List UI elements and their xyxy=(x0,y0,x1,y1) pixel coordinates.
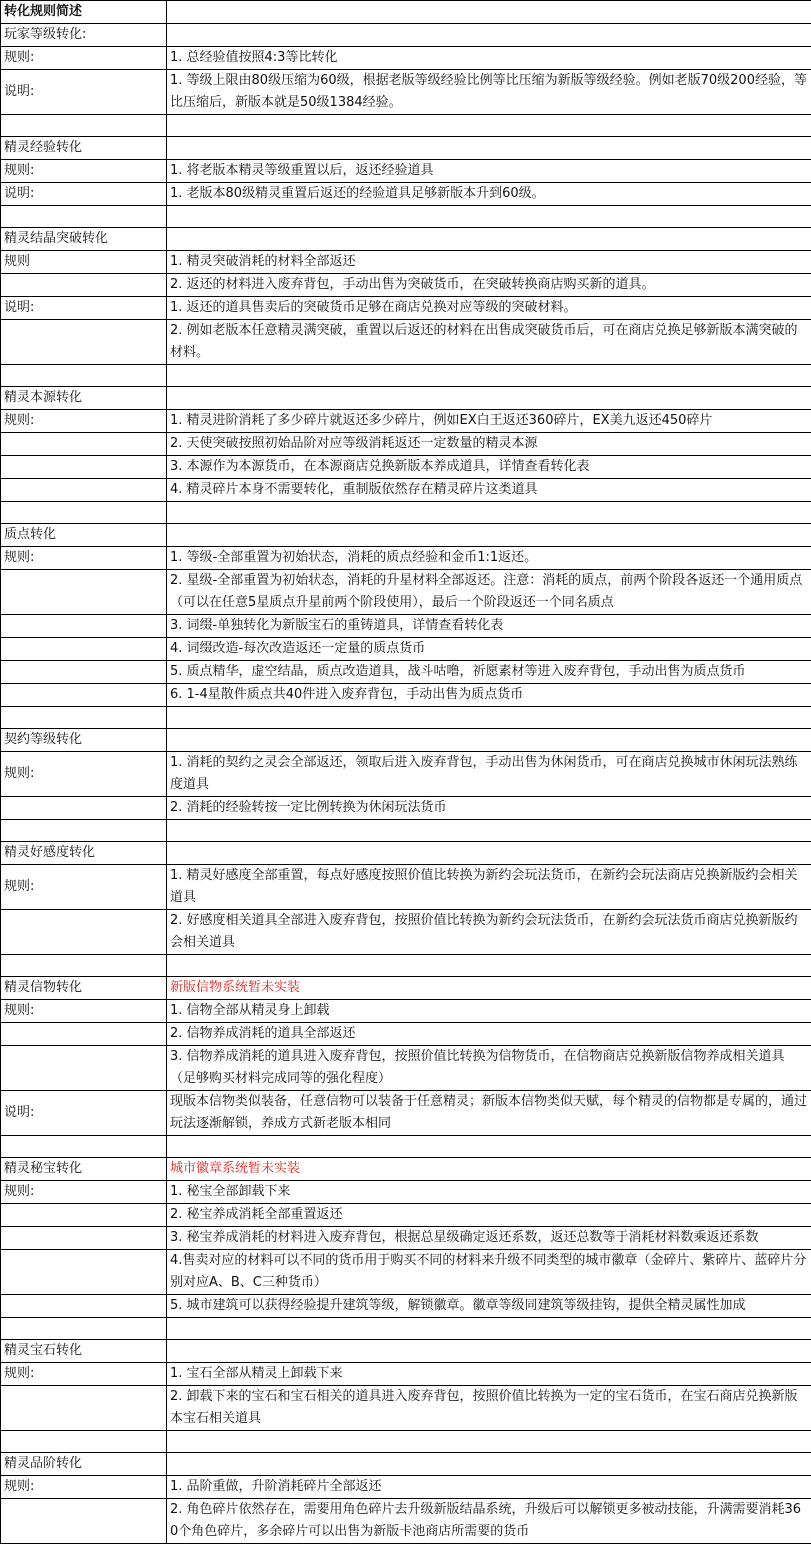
rule-row xyxy=(1,752,811,797)
row-content[interactable]: 1. 老版本80级精灵重置后返还的经验道具足够新版本升到60级。 xyxy=(167,183,811,206)
section-header-row xyxy=(1,977,811,1000)
row-content[interactable]: 1. 将老版本精灵等级重置以后，返还经验道具 xyxy=(167,160,811,183)
rule-row xyxy=(1,456,811,479)
section-title[interactable]: 精灵好感度转化 xyxy=(1,842,167,865)
empty-cell[interactable] xyxy=(167,955,811,977)
row-content[interactable]: 2. 消耗的经验转按一定比例转换为休闲玩法货币 xyxy=(167,797,811,820)
row-label[interactable]: 规则: xyxy=(1,160,167,183)
empty-cell[interactable] xyxy=(167,24,811,47)
row-label[interactable] xyxy=(1,570,167,615)
row-label[interactable]: 规则: xyxy=(1,47,167,70)
section-title[interactable]: 精灵结晶突破转化 xyxy=(1,228,167,251)
rule-row xyxy=(1,1386,811,1431)
row-content[interactable]: 1. 消耗的契约之灵会全部返还，领取后进入废弃背包，手动出售为休闲货币，可在商店兑换城市休闲玩法熟练度道具 xyxy=(167,752,811,797)
empty-cell[interactable] xyxy=(167,115,811,137)
rule-row xyxy=(1,797,811,820)
row-label[interactable]: 规则 xyxy=(1,251,167,274)
row-label[interactable] xyxy=(1,797,167,820)
rule-row xyxy=(1,320,811,365)
row-content[interactable]: 4. 精灵碎片本身不需要转化，重制版依然存在精灵碎片这类道具 xyxy=(167,479,811,502)
row-label[interactable] xyxy=(1,1295,167,1318)
rule-row xyxy=(1,183,811,206)
row-label[interactable]: 说明: xyxy=(1,183,167,206)
rule-row xyxy=(1,433,811,456)
spacer-row xyxy=(1,1136,811,1158)
section-title[interactable]: 精灵秘宝转化 xyxy=(1,1158,167,1181)
rule-row xyxy=(1,70,811,115)
row-label[interactable] xyxy=(1,661,167,684)
rule-row xyxy=(1,1046,811,1091)
rule-row xyxy=(1,570,811,615)
spacer-row xyxy=(1,955,811,977)
row-label[interactable]: 说明: xyxy=(1,1091,167,1136)
empty-cell[interactable] xyxy=(167,1136,811,1158)
row-content[interactable]: 4.售卖对应的材料可以不同的货币用于购买不同的材料来升级不同类型的城市徽章（金碎片、紫碎片、蓝碎片分别对应A、B、C三种货币） xyxy=(167,1250,811,1295)
row-content[interactable]: 2. 卸载下来的宝石和宝石相关的道具进入废弃背包，按照价值比转换为一定的宝石货币，在宝石商店兑换新版本宝石相关道具 xyxy=(167,1386,811,1431)
rule-row xyxy=(1,1295,811,1318)
row-label[interactable]: 规则: xyxy=(1,1363,167,1386)
section-header-row xyxy=(1,842,811,865)
rule-row xyxy=(1,160,811,183)
row-label[interactable] xyxy=(1,456,167,479)
rule-row xyxy=(1,1476,811,1499)
row-label[interactable] xyxy=(1,1250,167,1295)
section-header-row xyxy=(1,387,811,410)
row-label[interactable]: 规则: xyxy=(1,865,167,910)
row-label[interactable] xyxy=(1,1023,167,1046)
conversion-rules-body xyxy=(1,1,811,1544)
empty-cell[interactable] xyxy=(167,206,811,228)
row-label[interactable]: 说明: xyxy=(1,297,167,320)
row-content[interactable]: 3. 词缀-单独转化为新版宝石的重铸道具，详情查看转化表 xyxy=(167,615,811,638)
row-content[interactable]: 1. 总经验值按照4:3等比转化 xyxy=(167,47,811,70)
row-content[interactable]: 3. 信物养成消耗的道具进入废弃背包，按照价值比转换为信物货币，在信物商店兑换新版信物养成相关道具（足够购买材料完成同等的强化程度） xyxy=(167,1046,811,1091)
empty-cell[interactable] xyxy=(1,1318,167,1340)
section-header-row xyxy=(1,1158,811,1181)
row-content[interactable]: 1. 信物全部从精灵身上卸载 xyxy=(167,1000,811,1023)
section-header-row xyxy=(1,137,811,160)
row-content[interactable]: 6. 1-4星散件质点共40件进入废弃背包，手动出售为质点货币 xyxy=(167,684,811,707)
row-content[interactable]: 2. 角色碎片依然存在，需要用角色碎片去升级新版结晶系统，升级后可以解锁更多被动技能，升满需要消耗360个角色碎片，多余碎片可以出售为新版卡池商店所需要的货币 xyxy=(167,1499,811,1544)
spacer-row xyxy=(1,1318,811,1340)
section-title[interactable]: 精灵品阶转化 xyxy=(1,1453,167,1476)
section-title[interactable]: 质点转化 xyxy=(1,524,167,547)
empty-cell[interactable] xyxy=(1,955,167,977)
rule-row xyxy=(1,615,811,638)
empty-cell[interactable] xyxy=(167,707,811,729)
spacer-row xyxy=(1,206,811,228)
row-content[interactable]: 1. 品阶重做，升阶消耗碎片全部返还 xyxy=(167,1476,811,1499)
row-content[interactable]: 1. 返还的道具售卖后的突破货币足够在商店兑换对应等级的突破材料。 xyxy=(167,297,811,320)
empty-cell[interactable] xyxy=(167,502,811,524)
row-label[interactable] xyxy=(1,615,167,638)
rule-row xyxy=(1,47,811,70)
row-content[interactable]: 2. 秘宝养成消耗全部重置返还 xyxy=(167,1204,811,1227)
row-content[interactable]: 3. 本源作为本源货币，在本源商店兑换新版本养成道具，详情查看转化表 xyxy=(167,456,811,479)
empty-cell[interactable] xyxy=(1,1136,167,1158)
empty-cell[interactable] xyxy=(1,707,167,729)
sheet-title[interactable]: 转化规则简述 xyxy=(1,1,167,24)
section-header-row xyxy=(1,24,811,47)
rule-row xyxy=(1,1227,811,1250)
rule-row xyxy=(1,547,811,570)
empty-cell[interactable] xyxy=(167,1,811,24)
rule-row xyxy=(1,1250,811,1295)
row-label[interactable] xyxy=(1,910,167,955)
empty-cell[interactable] xyxy=(1,115,167,137)
empty-cell[interactable] xyxy=(167,137,811,160)
row-label[interactable]: 规则: xyxy=(1,752,167,797)
section-header-row xyxy=(1,1340,811,1363)
section-title[interactable]: 精灵经验转化 xyxy=(1,137,167,160)
row-content[interactable]: 1. 精灵好感度全部重置，每点好感度按照价值比转换为新约会玩法货币，在新约会玩法商店兑换新版约会相关道具 xyxy=(167,865,811,910)
row-content[interactable]: 1. 秘宝全部卸载下来 xyxy=(167,1181,811,1204)
row-content[interactable]: 2. 返还的材料进入废弃背包，手动出售为突破货币，在突破转换商店购买新的道具。 xyxy=(167,274,811,297)
row-label[interactable]: 规则: xyxy=(1,410,167,433)
row-label[interactable]: 规则: xyxy=(1,1181,167,1204)
rule-row xyxy=(1,1091,811,1136)
row-label[interactable] xyxy=(1,274,167,297)
spacer-row xyxy=(1,502,811,524)
empty-cell[interactable] xyxy=(167,1431,811,1453)
row-label[interactable] xyxy=(1,1499,167,1544)
row-content[interactable]: 5. 城市建筑可以获得经验提升建筑等级，解锁徽章。徽章等级同建筑等级挂钩，提供全精灵属性加成 xyxy=(167,1295,811,1318)
rule-row xyxy=(1,1000,811,1023)
rule-row xyxy=(1,479,811,502)
section-title[interactable]: 精灵宝石转化 xyxy=(1,1340,167,1363)
section-header-row xyxy=(1,228,811,251)
rule-row xyxy=(1,251,811,274)
row-content[interactable]: 1. 宝石全部从精灵上卸载下来 xyxy=(167,1363,811,1386)
row-content[interactable]: 2. 好感度相关道具全部进入废弃背包，按照价值比转换为新约会玩法货币，在新约会玩法货币商店兑换新版约会相关道具 xyxy=(167,910,811,955)
row-content[interactable]: 2. 天使突破按照初始品阶对应等级消耗返还一定数量的精灵本源 xyxy=(167,433,811,456)
row-label[interactable] xyxy=(1,1046,167,1091)
spacer-row xyxy=(1,707,811,729)
rule-row xyxy=(1,661,811,684)
rule-row xyxy=(1,638,811,661)
empty-cell[interactable] xyxy=(1,206,167,228)
empty-cell[interactable] xyxy=(167,387,811,410)
section-note[interactable]: 新版信物系统暂未实装 xyxy=(167,977,811,1000)
rule-row xyxy=(1,865,811,910)
row-content[interactable]: 3. 秘宝养成消耗的材料进入废弃背包，根据总星级确定返还系数，返还总数等于消耗材料数乘返还系数 xyxy=(167,1227,811,1250)
row-content[interactable]: 1. 等级-全部重置为初始状态，消耗的质点经验和金币1:1返还。 xyxy=(167,547,811,570)
section-header-row xyxy=(1,524,811,547)
section-title[interactable]: 精灵本源转化 xyxy=(1,387,167,410)
rule-row xyxy=(1,1204,811,1227)
row-content[interactable]: 2. 例如老版本任意精灵满突破，重置以后返还的材料在出售成突破货币后，可在商店兑换足够新版本满突破的材料。 xyxy=(167,320,811,365)
spacer-row xyxy=(1,115,811,137)
spacer-row xyxy=(1,820,811,842)
rule-row xyxy=(1,684,811,707)
row-content[interactable]: 2. 信物养成消耗的道具全部返还 xyxy=(167,1023,811,1046)
rule-row xyxy=(1,1023,811,1046)
row-content[interactable]: 2. 星级-全部重置为初始状态，消耗的升星材料全部返还。注意：消耗的质点，前两个阶段各返还一个通用质点（可以在任意5星质点升星前两个阶段使用），最后一个阶段返还一个同名质点 xyxy=(167,570,811,615)
empty-cell[interactable] xyxy=(167,1340,811,1363)
empty-cell[interactable] xyxy=(1,365,167,387)
empty-cell[interactable] xyxy=(167,1453,811,1476)
empty-cell[interactable] xyxy=(167,1318,811,1340)
empty-cell[interactable] xyxy=(167,820,811,842)
rule-row xyxy=(1,1181,811,1204)
row-label[interactable] xyxy=(1,1227,167,1250)
title-row xyxy=(1,1,811,24)
row-label[interactable] xyxy=(1,320,167,365)
rule-row xyxy=(1,410,811,433)
row-content[interactable]: 5. 质点精华，虚空结晶，质点改造道具，战斗咕噜，祈愿素材等进入废弃背包，手动出售为质点货币 xyxy=(167,661,811,684)
empty-cell[interactable] xyxy=(167,842,811,865)
empty-cell[interactable] xyxy=(1,820,167,842)
rule-row xyxy=(1,1363,811,1386)
section-header-row xyxy=(1,729,811,752)
empty-cell[interactable] xyxy=(1,1431,167,1453)
rule-row xyxy=(1,274,811,297)
spacer-row xyxy=(1,365,811,387)
row-content[interactable]: 现版本信物类似装备，任意信物可以装备于任意精灵；新版本信物类似天赋，每个精灵的信物都是专属的，通过玩法逐渐解锁，养成方式新老版本相同 xyxy=(167,1091,811,1136)
row-label[interactable] xyxy=(1,638,167,661)
rule-row xyxy=(1,1499,811,1544)
empty-cell[interactable] xyxy=(167,365,811,387)
row-label[interactable] xyxy=(1,479,167,502)
section-note[interactable]: 城市徽章系统暂未实装 xyxy=(167,1158,811,1181)
empty-cell[interactable] xyxy=(1,502,167,524)
row-content[interactable]: 1. 精灵进阶消耗了多少碎片就返还多少碎片，例如EX白王返还360碎片，EX美九返还450碎片 xyxy=(167,410,811,433)
rule-row xyxy=(1,910,811,955)
row-label[interactable]: 规则: xyxy=(1,547,167,570)
empty-cell[interactable] xyxy=(167,524,811,547)
empty-cell[interactable] xyxy=(167,228,811,251)
empty-cell[interactable] xyxy=(167,729,811,752)
row-label[interactable]: 说明: xyxy=(1,70,167,115)
section-title[interactable]: 精灵信物转化 xyxy=(1,977,167,1000)
row-label[interactable] xyxy=(1,1204,167,1227)
spacer-row xyxy=(1,1431,811,1453)
section-header-row xyxy=(1,1453,811,1476)
row-label[interactable]: 规则: xyxy=(1,1000,167,1023)
row-content[interactable]: 1. 精灵突破消耗的材料全部返还 xyxy=(167,251,811,274)
row-label[interactable]: 规则: xyxy=(1,1476,167,1499)
row-label[interactable] xyxy=(1,1386,167,1431)
row-label[interactable] xyxy=(1,684,167,707)
row-label[interactable] xyxy=(1,433,167,456)
row-content[interactable]: 4. 词缀改造-每次改造返还一定量的质点货币 xyxy=(167,638,811,661)
rule-row xyxy=(1,297,811,320)
row-content[interactable]: 1. 等级上限由80级压缩为60级，根据老版等级经验比例等比压缩为新版等级经验。例如老版70级200经验，等比压缩后，新版本就是50级1384经验。 xyxy=(167,70,811,115)
section-title[interactable]: 契约等级转化 xyxy=(1,729,167,752)
section-title[interactable]: 玩家等级转化: xyxy=(1,24,167,47)
